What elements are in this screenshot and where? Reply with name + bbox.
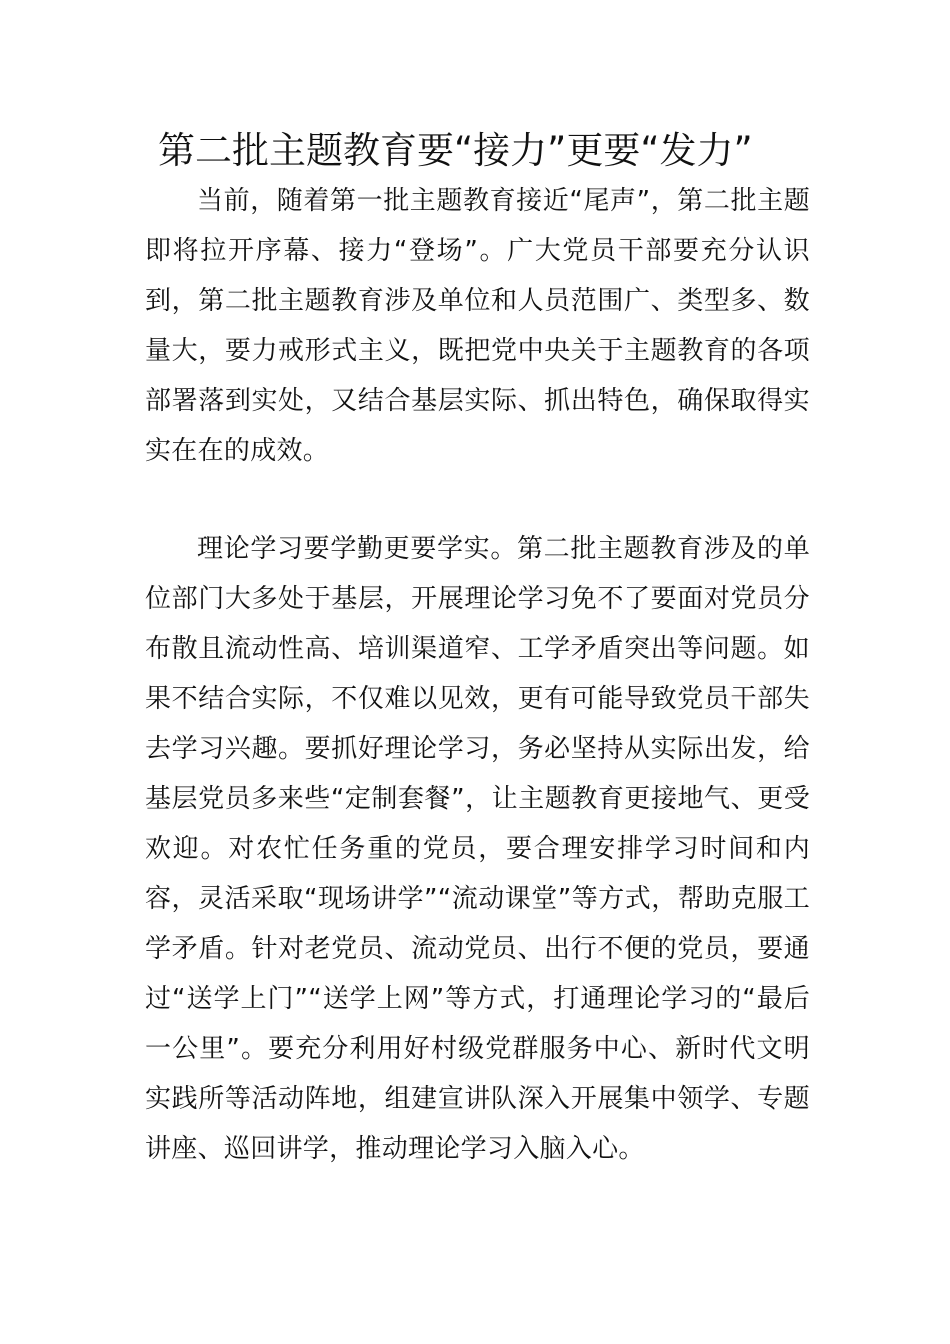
paragraph-intro: 当前，随着第一批主题教育接近“尾声”，第二批主题即将拉开序幕、接力“登场”。广大党员干部要充分认识到，第二批主题教育涉及单位和人员范围广、类型多、数量大，要力戒形式主义，既把党中央关于主题教育的各项部署落到实处，又结合基层实际、抓出特色，确保取得实实在在的成效。 xyxy=(145,186,810,466)
document-title: 第二批主题教育要“接力”更要“发力” xyxy=(158,129,753,172)
paragraph-theory-study: 理论学习要学勤更要学实。第二批主题教育涉及的单位部门大多处于基层，开展理论学习免不了要面对党员分布散且流动性高、培训渠道窄、工学矛盾突出等问题。如果不结合实际，不仅难以见效，更有可能导致党员干部失去学习兴趣。要抓好理论学习，务必坚持从实际出发，给基层党员多来些“定制套餐”，让主题教育更接地气、更受欢迎。对农忙任务重的党员，要合理安排学习时间和内容，灵活采取“现场讲学”“流动课堂”等方式，帮助克服工学矛盾。针对老党员、流动党员、出行不便的党员，要通过“送学上门”“送学上网”等方式，打通理论学习的“最后一公里”。要充分利用好村级党群服务中心、新时代文明实践所等活动阵地，组建宣讲队深入开展集中领学、专题讲座、巡回讲学，推动理论学习入脑入心。 xyxy=(145,534,810,1164)
